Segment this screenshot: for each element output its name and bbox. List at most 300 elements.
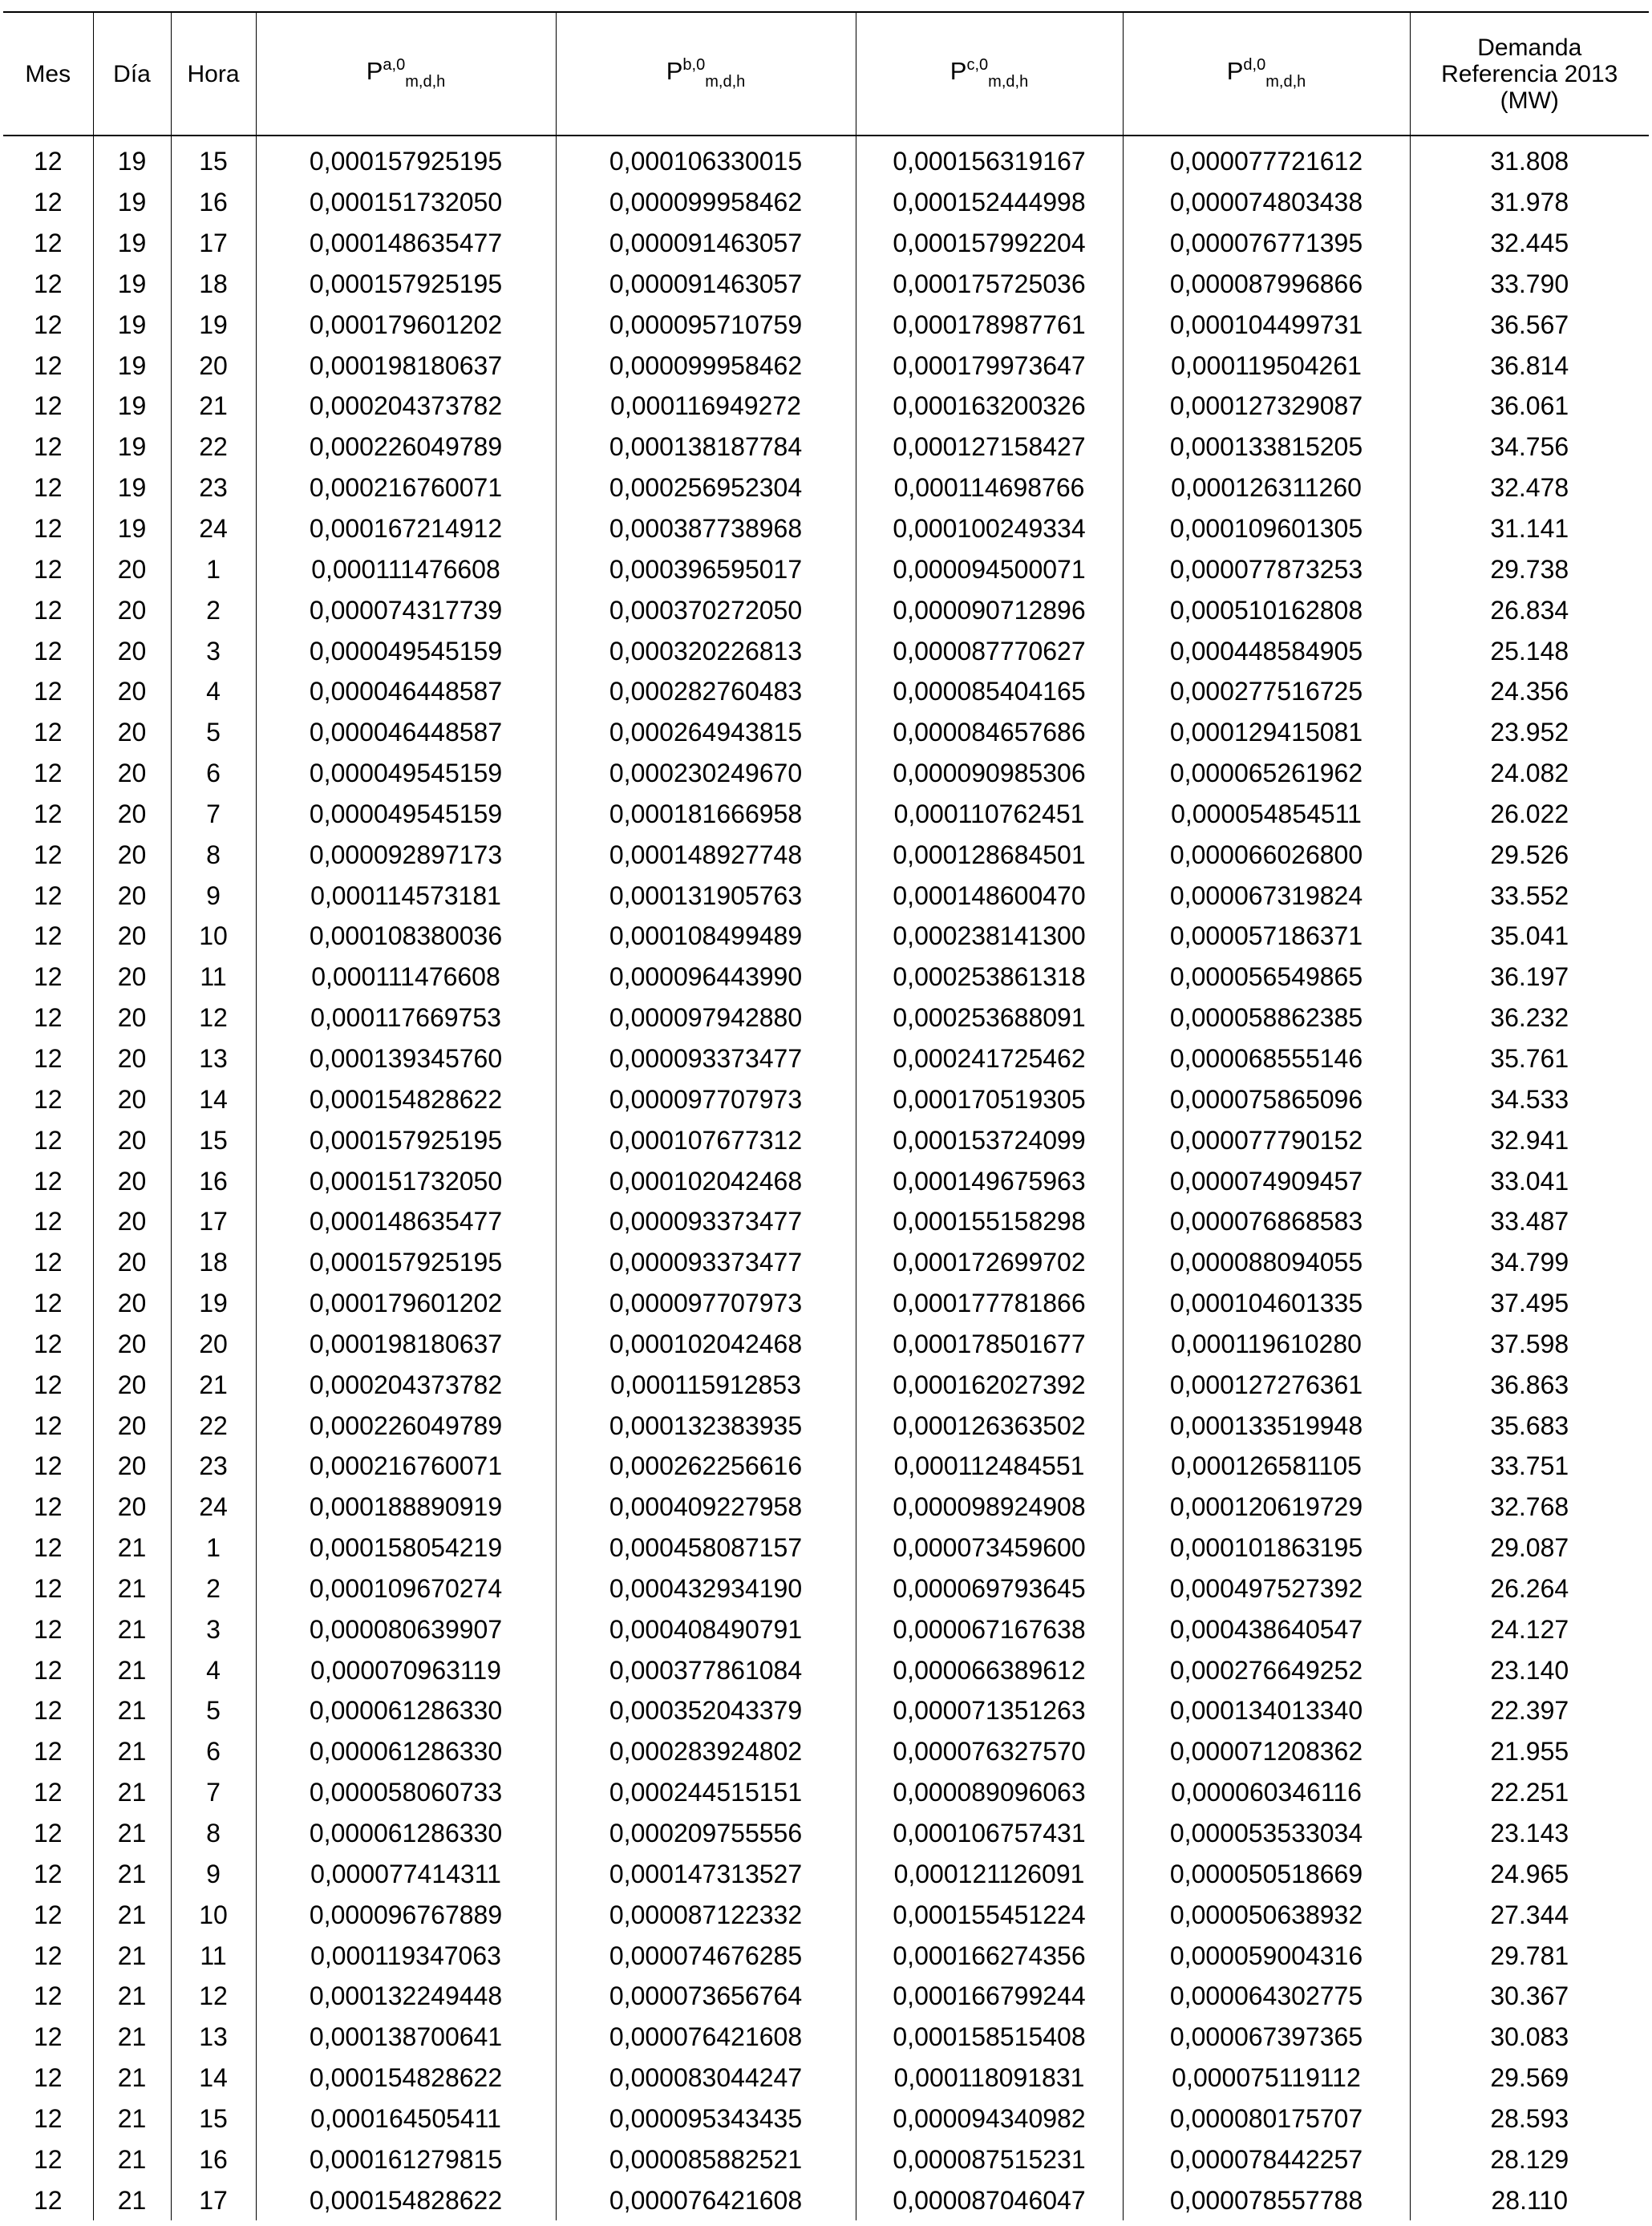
cell-mes: 12 [3, 1283, 93, 1324]
cell-pd: 0,000068555146 [1123, 1038, 1410, 1079]
cell-demanda: 36.061 [1410, 386, 1649, 427]
table-row [3, 1853, 1649, 1894]
cell-pc: 0,000178987761 [856, 304, 1123, 345]
cell-mes: 12 [3, 508, 93, 549]
cell-pc: 0,000155158298 [856, 1201, 1123, 1242]
cell-pa: 0,000167214912 [256, 508, 556, 549]
cell-hora: 15 [171, 2099, 256, 2139]
cell-pa: 0,000092897173 [256, 834, 556, 875]
header-pa [256, 12, 556, 136]
cell-pa: 0,000080639907 [256, 1609, 556, 1649]
cell-pa: 0,000157925195 [256, 1242, 556, 1283]
cell-pc: 0,000087515231 [856, 2139, 1123, 2179]
cell-pc: 0,000162027392 [856, 1364, 1123, 1405]
cell-pb: 0,000091463057 [556, 264, 856, 305]
cell-mes: 12 [3, 1160, 93, 1201]
cell-pb: 0,000093373477 [556, 1038, 856, 1079]
cell-pc: 0,000094340982 [856, 2099, 1123, 2139]
cell-pc: 0,000177781866 [856, 1283, 1123, 1324]
cell-hora: 18 [171, 264, 256, 305]
cell-dia: 20 [93, 630, 171, 671]
cell-pd: 0,000080175707 [1123, 2099, 1410, 2139]
cell-pb: 0,000107677312 [556, 1119, 856, 1160]
cell-pc: 0,000071351263 [856, 1690, 1123, 1731]
cell-mes: 12 [3, 2017, 93, 2058]
table-row [3, 1201, 1649, 1242]
cell-pd: 0,000059004316 [1123, 1935, 1410, 1976]
cell-hora: 6 [171, 753, 256, 794]
cell-mes: 12 [3, 1242, 93, 1283]
cell-hora: 15 [171, 1119, 256, 1160]
cell-pb: 0,000396595017 [556, 548, 856, 589]
cell-dia: 20 [93, 1242, 171, 1283]
cell-dia: 21 [93, 1609, 171, 1649]
cell-pc: 0,000106757431 [856, 1813, 1123, 1854]
header-pb-superscript: b,0 [682, 56, 706, 74]
cell-pa: 0,000111476608 [256, 548, 556, 589]
cell-dia: 21 [93, 1853, 171, 1894]
cell-demanda: 33.790 [1410, 264, 1649, 305]
cell-pb: 0,000432934190 [556, 1568, 856, 1609]
table-row [3, 1731, 1649, 1772]
cell-pa: 0,000188890919 [256, 1487, 556, 1528]
cell-pb: 0,000370272050 [556, 589, 856, 630]
header-mes: Mes [3, 12, 93, 136]
cell-hora: 1 [171, 1528, 256, 1568]
cell-pd: 0,000127276361 [1123, 1364, 1410, 1405]
cell-pd: 0,000119610280 [1123, 1323, 1410, 1364]
cell-hora: 3 [171, 1609, 256, 1649]
cell-pd: 0,000277516725 [1123, 671, 1410, 712]
cell-pb: 0,000076421608 [556, 2017, 856, 2058]
cell-pc: 0,000163200326 [856, 386, 1123, 427]
cell-dia: 19 [93, 508, 171, 549]
cell-dia: 21 [93, 1894, 171, 1935]
cell-pc: 0,000153724099 [856, 1119, 1123, 1160]
cell-demanda: 31.978 [1410, 182, 1649, 223]
cell-hora: 21 [171, 1364, 256, 1405]
cell-pd: 0,000126581105 [1123, 1446, 1410, 1487]
cell-pb: 0,000102042468 [556, 1323, 856, 1364]
cell-hora: 3 [171, 630, 256, 671]
cell-pa: 0,000074317739 [256, 589, 556, 630]
cell-pb: 0,000408490791 [556, 1609, 856, 1649]
cell-demanda: 36.863 [1410, 1364, 1649, 1405]
table-row [3, 1609, 1649, 1649]
cell-pa: 0,000132249448 [256, 1976, 556, 2017]
cell-demanda: 30.367 [1410, 1976, 1649, 2017]
cell-mes: 12 [3, 834, 93, 875]
cell-hora: 13 [171, 1038, 256, 1079]
cell-pc: 0,000149675963 [856, 1160, 1123, 1201]
cell-demanda: 37.598 [1410, 1323, 1649, 1364]
table-row [3, 2179, 1649, 2220]
cell-pb: 0,000132383935 [556, 1405, 856, 1446]
cell-hora: 9 [171, 1853, 256, 1894]
cell-pc: 0,000166799244 [856, 1976, 1123, 2017]
cell-dia: 20 [93, 712, 171, 753]
cell-pa: 0,000111476608 [256, 957, 556, 998]
table-row [3, 957, 1649, 998]
table-row [3, 1772, 1649, 1813]
cell-mes: 12 [3, 1201, 93, 1242]
cell-pd: 0,000448584905 [1123, 630, 1410, 671]
cell-pa: 0,000108380036 [256, 916, 556, 957]
table-row [3, 467, 1649, 508]
cell-pd: 0,000056549865 [1123, 957, 1410, 998]
header-pd-subscript: m,d,h [1265, 73, 1306, 91]
cell-dia: 21 [93, 1690, 171, 1731]
cell-pd: 0,000101863195 [1123, 1528, 1410, 1568]
table-row [3, 1976, 1649, 2017]
cell-pc: 0,000076327570 [856, 1731, 1123, 1772]
cell-pa: 0,000049545159 [256, 794, 556, 835]
cell-dia: 19 [93, 223, 171, 264]
cell-pc: 0,000128684501 [856, 834, 1123, 875]
header-dia: Día [93, 12, 171, 136]
cell-pb: 0,000108499489 [556, 916, 856, 957]
cell-pb: 0,000244515151 [556, 1772, 856, 1813]
cell-pb: 0,000148927748 [556, 834, 856, 875]
cell-pa: 0,000157925195 [256, 264, 556, 305]
cell-pc: 0,000253861318 [856, 957, 1123, 998]
cell-hora: 5 [171, 1690, 256, 1731]
cell-hora: 8 [171, 834, 256, 875]
cell-pa: 0,000226049789 [256, 427, 556, 467]
cell-pa: 0,000216760071 [256, 1446, 556, 1487]
header-demanda [1410, 12, 1649, 136]
cell-pc: 0,000089096063 [856, 1772, 1123, 1813]
cell-pc: 0,000085404165 [856, 671, 1123, 712]
table-row [3, 1364, 1649, 1405]
cell-mes: 12 [3, 794, 93, 835]
table-row [3, 1038, 1649, 1079]
cell-hora: 8 [171, 1813, 256, 1854]
cell-hora: 22 [171, 1405, 256, 1446]
cell-hora: 24 [171, 508, 256, 549]
cell-hora: 16 [171, 1160, 256, 1201]
cell-pd: 0,000129415081 [1123, 712, 1410, 753]
cell-pa: 0,000198180637 [256, 345, 556, 386]
cell-dia: 19 [93, 427, 171, 467]
cell-dia: 20 [93, 916, 171, 957]
cell-demanda: 24.356 [1410, 671, 1649, 712]
cell-demanda: 35.683 [1410, 1405, 1649, 1446]
cell-pa: 0,000204373782 [256, 1364, 556, 1405]
cell-pa: 0,000109670274 [256, 1568, 556, 1609]
cell-dia: 21 [93, 1813, 171, 1854]
cell-pa: 0,000119347063 [256, 1935, 556, 1976]
cell-pc: 0,000155451224 [856, 1894, 1123, 1935]
cell-mes: 12 [3, 1038, 93, 1079]
table-row [3, 1487, 1649, 1528]
cell-pd: 0,000087996866 [1123, 264, 1410, 305]
cell-mes: 12 [3, 2058, 93, 2099]
cell-pc: 0,000157992204 [856, 223, 1123, 264]
cell-pa: 0,000148635477 [256, 223, 556, 264]
table-row [3, 1242, 1649, 1283]
table-row [3, 2139, 1649, 2179]
cell-hora: 17 [171, 1201, 256, 1242]
cell-pd: 0,000065261962 [1123, 753, 1410, 794]
cell-pc: 0,000114698766 [856, 467, 1123, 508]
cell-pa: 0,000151732050 [256, 1160, 556, 1201]
cell-pd: 0,000050518669 [1123, 1853, 1410, 1894]
cell-dia: 20 [93, 753, 171, 794]
cell-pb: 0,000262256616 [556, 1446, 856, 1487]
header-pc-symbol: P [949, 57, 967, 85]
cell-demanda: 29.569 [1410, 2058, 1649, 2099]
cell-pc: 0,000179973647 [856, 345, 1123, 386]
cell-pa: 0,000070963119 [256, 1649, 556, 1690]
cell-hora: 13 [171, 2017, 256, 2058]
cell-dia: 21 [93, 1772, 171, 1813]
table-row [3, 264, 1649, 305]
cell-demanda: 36.232 [1410, 998, 1649, 1038]
demand-probability-table [3, 11, 1649, 2220]
cell-demanda: 28.593 [1410, 2099, 1649, 2139]
cell-mes: 12 [3, 1813, 93, 1854]
cell-dia: 19 [93, 386, 171, 427]
cell-dia: 20 [93, 957, 171, 998]
cell-pd: 0,000119504261 [1123, 345, 1410, 386]
cell-pc: 0,000100249334 [856, 508, 1123, 549]
cell-hora: 10 [171, 1894, 256, 1935]
cell-pc: 0,000094500071 [856, 548, 1123, 589]
cell-pc: 0,000241725462 [856, 1038, 1123, 1079]
cell-dia: 21 [93, 2099, 171, 2139]
cell-demanda: 28.110 [1410, 2179, 1649, 2220]
table-body [3, 136, 1649, 2220]
cell-mes: 12 [3, 1487, 93, 1528]
header-pb-symbol: P [666, 57, 683, 85]
header-pa-symbol: P [366, 57, 383, 85]
header-pb-subscript: m,d,h [705, 73, 746, 91]
cell-mes: 12 [3, 1772, 93, 1813]
table-row [3, 1813, 1649, 1854]
cell-mes: 12 [3, 467, 93, 508]
cell-mes: 12 [3, 957, 93, 998]
cell-pd: 0,000133815205 [1123, 427, 1410, 467]
cell-dia: 19 [93, 345, 171, 386]
cell-hora: 6 [171, 1731, 256, 1772]
table-row [3, 141, 1649, 182]
table-row [3, 1446, 1649, 1487]
cell-demanda: 33.751 [1410, 1446, 1649, 1487]
cell-dia: 21 [93, 1935, 171, 1976]
cell-pb: 0,000138187784 [556, 427, 856, 467]
table-row [3, 1405, 1649, 1446]
cell-mes: 12 [3, 671, 93, 712]
cell-pd: 0,000276649252 [1123, 1649, 1410, 1690]
cell-demanda: 23.952 [1410, 712, 1649, 753]
cell-mes: 12 [3, 1446, 93, 1487]
cell-demanda: 29.738 [1410, 548, 1649, 589]
cell-pd: 0,000064302775 [1123, 1976, 1410, 2017]
cell-pc: 0,000170519305 [856, 1079, 1123, 1119]
cell-demanda: 26.022 [1410, 794, 1649, 835]
cell-hora: 21 [171, 386, 256, 427]
cell-demanda: 21.955 [1410, 1731, 1649, 1772]
cell-dia: 20 [93, 548, 171, 589]
cell-dia: 19 [93, 467, 171, 508]
cell-dia: 20 [93, 834, 171, 875]
cell-hora: 7 [171, 1772, 256, 1813]
cell-demanda: 23.143 [1410, 1813, 1649, 1854]
cell-pc: 0,000090712896 [856, 589, 1123, 630]
cell-dia: 20 [93, 671, 171, 712]
cell-mes: 12 [3, 1976, 93, 2017]
cell-pd: 0,000057186371 [1123, 916, 1410, 957]
table-row [3, 1119, 1649, 1160]
cell-pd: 0,000078557788 [1123, 2179, 1410, 2220]
cell-mes: 12 [3, 753, 93, 794]
cell-pd: 0,000134013340 [1123, 1690, 1410, 1731]
cell-pb: 0,000096443990 [556, 957, 856, 998]
cell-pd: 0,000438640547 [1123, 1609, 1410, 1649]
cell-pd: 0,000053533034 [1123, 1813, 1410, 1854]
cell-mes: 12 [3, 1609, 93, 1649]
cell-dia: 21 [93, 1731, 171, 1772]
cell-dia: 20 [93, 1038, 171, 1079]
cell-pd: 0,000075119112 [1123, 2058, 1410, 2099]
cell-pa: 0,000151732050 [256, 182, 556, 223]
table-row [3, 304, 1649, 345]
table-row [3, 1894, 1649, 1935]
cell-dia: 21 [93, 2179, 171, 2220]
cell-dia: 19 [93, 264, 171, 305]
cell-pb: 0,000116949272 [556, 386, 856, 427]
cell-pc: 0,000066389612 [856, 1649, 1123, 1690]
table-row [3, 589, 1649, 630]
cell-pb: 0,000264943815 [556, 712, 856, 753]
cell-demanda: 36.814 [1410, 345, 1649, 386]
cell-pb: 0,000083044247 [556, 2058, 856, 2099]
cell-demanda: 29.526 [1410, 834, 1649, 875]
cell-demanda: 24.127 [1410, 1609, 1649, 1649]
cell-dia: 21 [93, 1568, 171, 1609]
cell-demanda: 34.533 [1410, 1079, 1649, 1119]
cell-pc: 0,000112484551 [856, 1446, 1123, 1487]
cell-hora: 4 [171, 671, 256, 712]
cell-mes: 12 [3, 345, 93, 386]
cell-demanda: 29.087 [1410, 1528, 1649, 1568]
cell-pc: 0,000090985306 [856, 753, 1123, 794]
cell-pd: 0,000120619729 [1123, 1487, 1410, 1528]
header-pc-superscript: c,0 [966, 56, 989, 74]
cell-dia: 20 [93, 794, 171, 835]
document-page [0, 11, 1652, 2226]
cell-pd: 0,000058862385 [1123, 998, 1410, 1038]
cell-hora: 16 [171, 182, 256, 223]
table-row [3, 1568, 1649, 1609]
cell-demanda: 22.397 [1410, 1690, 1649, 1731]
cell-pa: 0,000198180637 [256, 1323, 556, 1364]
cell-pb: 0,000409227958 [556, 1487, 856, 1528]
cell-pc: 0,000121126091 [856, 1853, 1123, 1894]
cell-pb: 0,000091463057 [556, 223, 856, 264]
cell-mes: 12 [3, 1853, 93, 1894]
cell-demanda: 37.495 [1410, 1283, 1649, 1324]
cell-pb: 0,000074676285 [556, 1935, 856, 1976]
cell-hora: 12 [171, 998, 256, 1038]
cell-dia: 20 [93, 875, 171, 916]
cell-pc: 0,000152444998 [856, 182, 1123, 223]
table-header [3, 12, 1649, 136]
cell-hora: 5 [171, 712, 256, 753]
cell-dia: 20 [93, 1405, 171, 1446]
cell-hora: 14 [171, 1079, 256, 1119]
cell-dia: 20 [93, 1283, 171, 1324]
cell-hora: 1 [171, 548, 256, 589]
cell-dia: 20 [93, 1446, 171, 1487]
cell-pc: 0,000156319167 [856, 141, 1123, 182]
cell-pd: 0,000050638932 [1123, 1894, 1410, 1935]
cell-pa: 0,000154828622 [256, 2179, 556, 2220]
cell-pb: 0,000093373477 [556, 1242, 856, 1283]
cell-dia: 19 [93, 304, 171, 345]
cell-dia: 21 [93, 1528, 171, 1568]
cell-hora: 17 [171, 223, 256, 264]
cell-pa: 0,000058060733 [256, 1772, 556, 1813]
cell-pd: 0,000077873253 [1123, 548, 1410, 589]
cell-mes: 12 [3, 141, 93, 182]
cell-pd: 0,000104499731 [1123, 304, 1410, 345]
cell-pa: 0,000204373782 [256, 386, 556, 427]
header-demanda-line-3: (MW) [1500, 87, 1559, 114]
cell-pb: 0,000230249670 [556, 753, 856, 794]
cell-pd: 0,000497527392 [1123, 1568, 1410, 1609]
cell-pb: 0,000282760483 [556, 671, 856, 712]
cell-demanda: 26.264 [1410, 1568, 1649, 1609]
table-row [3, 875, 1649, 916]
cell-pa: 0,000139345760 [256, 1038, 556, 1079]
cell-dia: 20 [93, 998, 171, 1038]
cell-mes: 12 [3, 630, 93, 671]
cell-hora: 20 [171, 345, 256, 386]
cell-pc: 0,000238141300 [856, 916, 1123, 957]
table-row [3, 1079, 1649, 1119]
cell-mes: 12 [3, 2099, 93, 2139]
cell-pb: 0,000209755556 [556, 1813, 856, 1854]
cell-mes: 12 [3, 998, 93, 1038]
table-row [3, 1649, 1649, 1690]
cell-pd: 0,000067397365 [1123, 2017, 1410, 2058]
cell-pb: 0,000458087157 [556, 1528, 856, 1568]
cell-hora: 2 [171, 1568, 256, 1609]
cell-demanda: 33.487 [1410, 1201, 1649, 1242]
cell-demanda: 24.082 [1410, 753, 1649, 794]
cell-mes: 12 [3, 1364, 93, 1405]
cell-pa: 0,000157925195 [256, 141, 556, 182]
cell-dia: 20 [93, 1079, 171, 1119]
table-row [3, 1690, 1649, 1731]
table-row [3, 671, 1649, 712]
cell-pa: 0,000046448587 [256, 712, 556, 753]
cell-pd: 0,000060346116 [1123, 1772, 1410, 1813]
cell-demanda: 36.197 [1410, 957, 1649, 998]
table-row [3, 794, 1649, 835]
cell-pc: 0,000098924908 [856, 1487, 1123, 1528]
cell-pd: 0,000127329087 [1123, 386, 1410, 427]
cell-hora: 4 [171, 1649, 256, 1690]
cell-hora: 22 [171, 427, 256, 467]
cell-demanda: 34.756 [1410, 427, 1649, 467]
cell-mes: 12 [3, 264, 93, 305]
cell-hora: 18 [171, 1242, 256, 1283]
cell-hora: 19 [171, 1283, 256, 1324]
cell-pb: 0,000181666958 [556, 794, 856, 835]
